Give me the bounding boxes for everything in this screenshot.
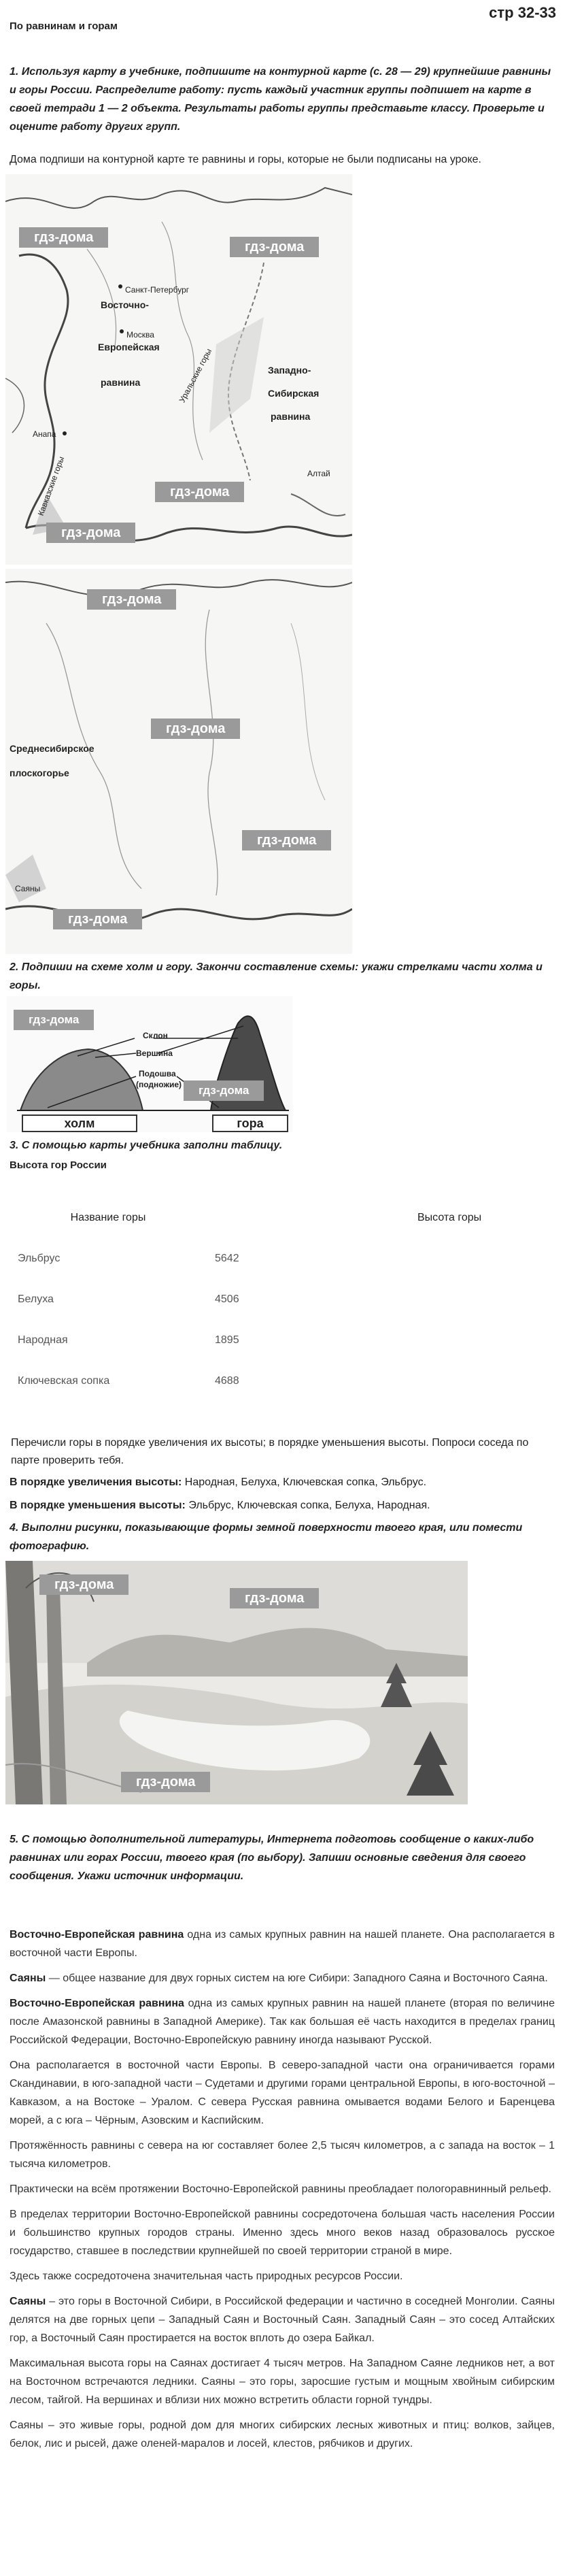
essay-term: Саяны [10,2296,46,2307]
label-east-european-2: Европейская [98,342,160,352]
watermark: гдз-дома [14,1010,94,1030]
mountain-height: 4688 [215,1375,239,1387]
essay-text: одна из самых крупных равнин на нашей планете (вторая по величине после Амазонской равнины в Западной Америке). Так как большая её часть находится в пределах границ Российской Федерации, Восточно-Европейскую равнину иногда называют Русской. [10,1998,555,2046]
order-increasing [10,1476,426,1489]
task1-note: Дома подпиши на контурной карте те равнины и горы, которые не были подписаны на уроке. [10,154,481,165]
task2-text: 2. Подпиши на схеме холм и гору. Закончи составление схемы: укажи стрелками части холма и горы. [10,961,543,991]
essay-paragraph: Максимальная высота горы на Саянах достигает 4 тысяч метров. На Западном Саяне ледников нет, а вот на Восточном встречаются ледники. Саяны – это горы, заросшие густым и мощным хвойным сибирским лесом, тайгой. На вершинах и вблизи них можно встретить области горной тундры. [10,2358,555,2406]
mountain-heights-table [10,1198,555,1402]
label-base-1: Подошва [139,1069,176,1078]
essay-term: Восточно-Европейская равнина [10,1998,184,2009]
label-east-european-1: Восточно- [101,299,149,310]
essay-paragraph [10,1926,555,1962]
mountain-height: 5642 [215,1253,239,1264]
label-peak: Вершина [136,1048,173,1058]
label-central-siberian-1: Среднесибирское [10,743,94,754]
city-marker [63,431,67,435]
task4-text: 4. Выполни рисунки, показывающие формы земной поверхности твоего края, или помести фотографию. [10,1522,523,1552]
page-number: стр 32-33 [489,4,556,21]
watermark: гдз-дома [19,227,108,248]
essay-text: – это горы в Восточной Сибири, в Российской федерации и частично в соседней Монголии. Саяны делятся на две горных цепи – Западный Саян и Восточный Саян. Западный Саян – это сосед Алтайских гор, а Восточный Саян простирается на восток вплоть до озера Байкал. [10,2296,555,2344]
task3-instruction: Перечисли горы в порядке увеличения их высоты; в порядке уменьшения высоты. Попроси соседа по парте проверить тебя. [11,1437,529,1466]
essay-paragraph: Она располагается в восточной части Европы. В северо-западной части она ограничивается горами Скандинавии, в юго-западной части – Судетами и другими горами центральной Европы, в юго-восточной – Кавказом, а на Востоке – Уралом. С севера Русская равнина омывается водами Белого и Баренцева морей, а с юга – Чёрным, Азовским и Каспийским. [10,2060,555,2126]
watermark: гдз-дома [155,482,244,502]
mountain-name: Эльбрус [18,1253,61,1264]
watermark: гдз-дома [242,830,331,851]
map-western-russia [5,174,352,565]
essay-paragraph: Практически на всём протяжении Восточно-Европейской равнины преобладает пологоравнинный рельеф. [10,2183,551,2195]
label-central-siberian-2: плоскогорье [10,767,69,778]
order-decreasing-value: Эльбрус, Ключевская сопка, Белуха, Народная. [188,1500,430,1511]
essay-paragraph [10,1994,555,2049]
watermark: гдз-дома [46,523,135,543]
table-row [10,1238,555,1279]
label-saint-petersburg: Санкт-Петербург [125,285,190,295]
essay-paragraph: Протяжённость равнины с севера на юг составляет более 2,5 тысяч километров, а с запада на восток – 1 тысяча километров. [10,2140,555,2170]
label-anapa: Анапа [33,429,56,439]
table-title: Высота гор России [10,1159,107,1171]
task3-text: 3. С помощью карты учебника заполни таблицу. [10,1140,283,1151]
map-siberia [5,569,352,954]
essay-paragraph [10,2292,555,2347]
essay-paragraph: В пределах территории Восточно-Европейской равнины сосредоточена большая часть населения России и большинство крупных городов страны. Именно здесь много веков назад образовалось русское государство, ставшее в последствии крупнейшей по своей территории страной в мире. [10,2209,555,2257]
essay-text: одна из самых крупных равнин на нашей планете. Она располагается в восточной части Европы. [10,1929,555,1959]
landscape-drawing [5,1561,468,1804]
hill-caption: холм [22,1114,137,1132]
order-increasing-label: В порядке увеличения высоты: [10,1476,182,1488]
task5-text: 5. С помощью дополнительной литературы, Интернета подготовь сообщение о каких-либо равнинах или горах России, твоего края (по выбору). Запиши основные сведения для своего сообщения. Укажи источник информации. [10,1834,534,1882]
task1-text: 1. Используя карту в учебнике, подпишите на контурной карте (с. 28 — 29) крупнейшие равнины и горы России. Распределите работу: пусть каждый участник группы подпишет на карте в своей тетради 1 — 2 объекта. Результаты работы группы представьте классу. Проверьте и оцените работу других групп. [10,66,551,133]
table-header-row [10,1198,555,1238]
mountain-height: 4506 [215,1293,239,1305]
order-decreasing [10,1500,430,1512]
lesson-title: По равнинам и горам [10,20,118,32]
watermark: гдз-дома [151,719,240,739]
watermark: гдз-дома [184,1080,264,1101]
essay-paragraph: Саяны – это живые горы, родной дом для многих сибирских лесных животных и птиц: волков, зайцев, белок, лис и рысей, даже оленей-маралов и лосей, клестов, рябчиков и других. [10,2420,555,2449]
mountain-caption: гора [212,1114,288,1132]
mountain-name: Ключевская сопка [18,1375,110,1387]
essay-paragraph [10,1969,555,1987]
essay-term: Саяны [10,1972,46,1984]
table-row [10,1320,555,1361]
watermark: гдз-дома [39,1574,128,1595]
label-east-european-3: равнина [101,377,141,388]
city-marker [118,284,122,288]
label-moscow: Москва [126,330,154,340]
essay-term: Восточно-Европейская равнина [10,1929,184,1941]
mountain-name: Белуха [18,1293,54,1305]
essay [10,1926,555,2460]
label-west-siberian-2: Сибирская [268,388,320,399]
order-decreasing-label: В порядке уменьшения высоты: [10,1500,186,1511]
watermark: гдз-дома [230,1588,319,1608]
watermark: гдз-дома [53,909,142,929]
map-outline [5,569,352,954]
city-marker [120,329,124,333]
watermark: гдз-дома [230,237,319,257]
mountain-height: 1895 [215,1334,239,1346]
watermark: гдз-дома [121,1772,210,1792]
table-header: Название горы [70,1212,146,1223]
label-altai: Алтай [307,469,330,478]
label-west-siberian-1: Западно- [268,365,311,376]
label-caucasus: Кавказские горы [35,455,67,517]
order-increasing-value: Народная, Белуха, Ключевская сопка, Эльбрус. [184,1476,427,1488]
mountain-name: Народная [18,1334,68,1346]
hill-mountain-scheme [7,996,292,1132]
table-row [10,1279,555,1320]
essay-paragraph: Здесь также сосредоточена значительная часть природных ресурсов России. [10,2270,403,2282]
label-sayany: Саяны [15,884,41,893]
essay-text: — общее название для двух горных систем на юге Сибири: Западного Саяна и Восточного Саяна. [46,1972,548,1984]
watermark: гдз-дома [87,589,176,610]
table-header: Высота горы [417,1212,482,1223]
label-base-2: (подножие) [136,1080,182,1089]
table-row [10,1361,555,1402]
label-slope: Склон [143,1031,168,1040]
label-ural-mountains: Уральские горы [177,346,214,404]
label-west-siberian-3: равнина [271,411,311,422]
